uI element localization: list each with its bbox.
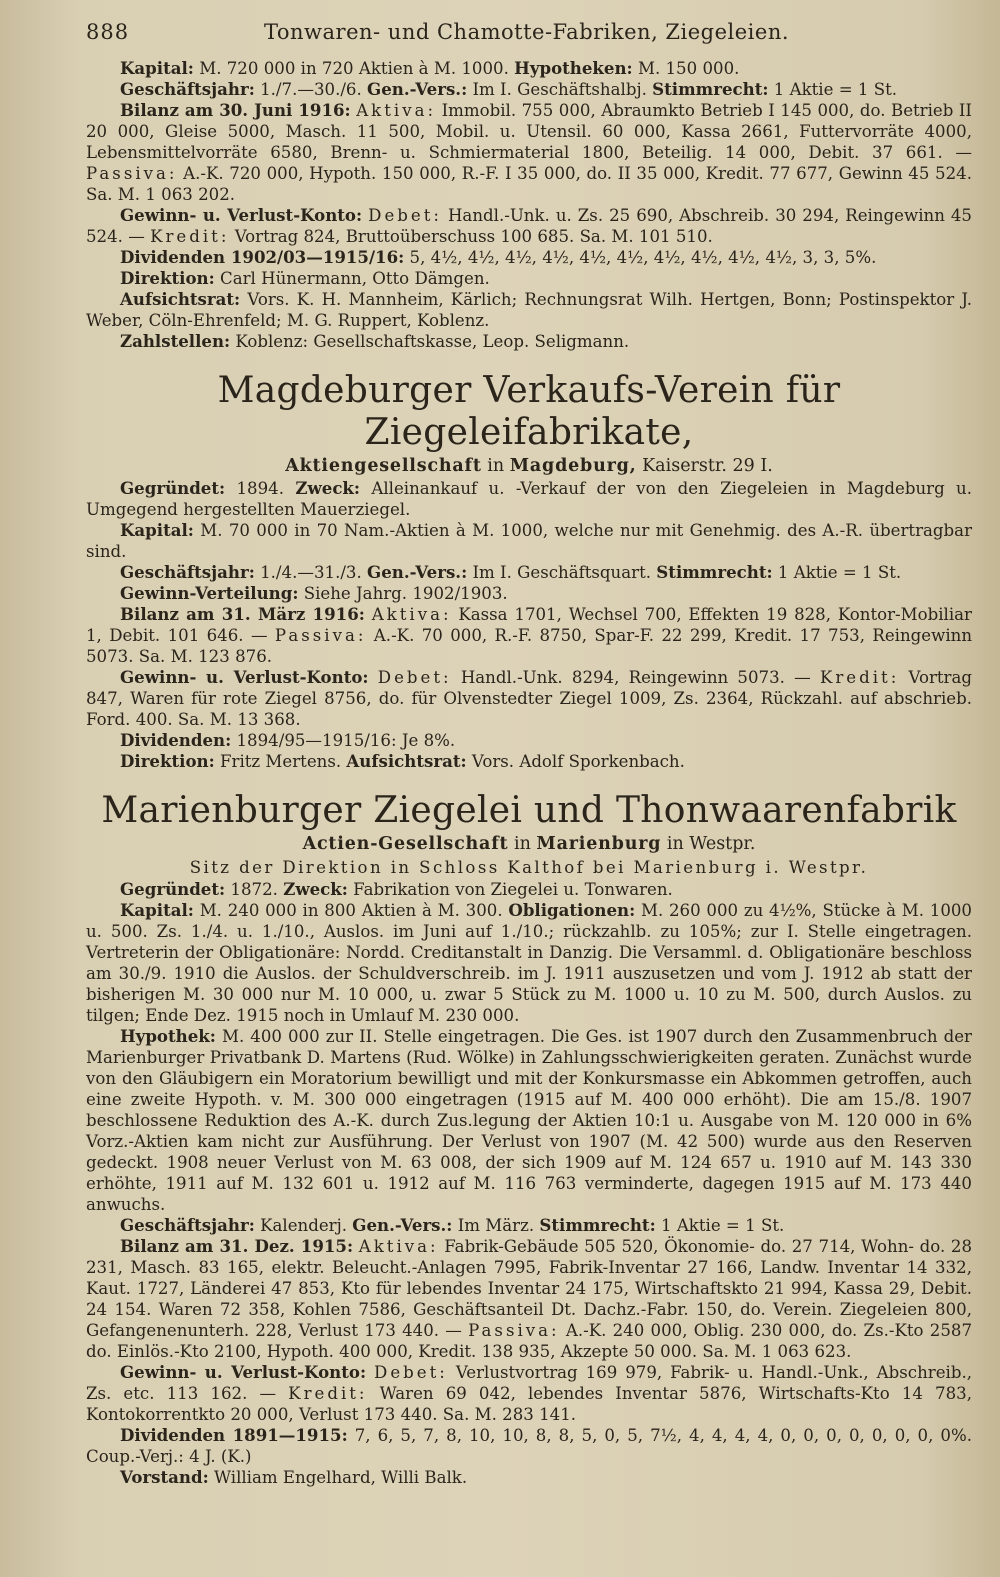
company-subtitle: Actien-Gesellschaft in Marienburg in Westpr. — [302, 834, 756, 854]
dividenden-paragraph: Dividenden 1902/03—1915/16: 5, 4½, 4½, 4½, 4½, 4½, 4½, 4½, 4½, 4½, 4½, 3, 3, 5%. — [120, 247, 877, 267]
direktion-paragraph: Direktion: Fritz Mertens. Aufsichtsrat: Vors. Adolf Sporkenbach. — [120, 751, 685, 771]
geschaeftsjahr-paragraph: Geschäftsjahr: 1./4.—31./3. Gen.-Vers.: Im I. Geschäftsquart. Stimmrecht: 1 Aktie = 1 St. — [120, 562, 902, 582]
geschaeftsjahr-paragraph: Geschäftsjahr: Kalenderj. Gen.-Vers.: Im März. Stimmrecht: 1 Aktie = 1 St. — [120, 1215, 785, 1235]
vorstand-paragraph: Vorstand: William Engelhard, Willi Balk. — [120, 1467, 468, 1487]
bilanz-paragraph: Bilanz am 30. Juni 1916: Aktiva: Immobil. 755 000, Abraumkto Betrieb I 145 000, do. Betrieb II 20 000, Gleise 5000, Masch. 11 500, Mobil. u. Utensil. 60 000, Kassa 2661, Futtervorräte 4000, Lebensmittelvorräte 6580, Brenn- u. Schmiermaterial 1800, Beteilig. 14 000, Debit. 37 661. — Passiva: A.-K. 720 000, Hypoth. 150 000, R.-F. I 35 000, do. II 35 000, Kredit. 77 677, Gewinn 45 524. Sa. M. 1 063 202. — [86, 100, 972, 204]
company-title: Marienburger Ziegelei und Thonwaarenfabrik — [101, 790, 957, 831]
section-magdeburger — [86, 370, 972, 772]
page-number: 888 — [86, 20, 130, 44]
section-marienburger — [86, 790, 972, 1488]
hypothek-paragraph: Hypothek: M. 400 000 zur II. Stelle eingetragen. Die Ges. ist 1907 durch den Zusammenbruch der Marienburger Privatbank D. Martens (Rud. Wölke) in Zahlungsschwierigkeiten geraten. Zunächst wurde von den Gläubigern ein Moratorium bewilligt und mit der Konkursmasse ein Abkommen getroffen, auch eine zweite Hypoth. v. M. 300 000 eingetragen (1915 auf M. 400 000 erhöht). Die am 15./8. 1907 beschlossene Reduktion des A.-K. durch Zus.legung der Aktien 10:1 u. Ausgabe von M. 120 000 in 6% Vorz.-Aktien kam nicht zur Ausführung. Der Verlust von 1907 (M. 42 500) wurde aus den Reserven gedeckt. 1908 neuer Verlust von M. 63 008, der sich 1909 auf M. 124 657 u. 1910 auf M. 143 330 erhöhte, 1911 auf M. 132 601 u. 1912 auf M. 116 763 verminderte, dagegen 1915 auf M. 173 440 anwuchs. — [86, 1026, 972, 1214]
running-title: Tonwaren- und Chamotte-Fabriken, Ziegeleien. — [264, 20, 790, 44]
aufsichtsrat-paragraph: Aufsichtsrat: Vors. K. H. Mannheim, Kärlich; Rechnungsrat Wilh. Hertgen, Bonn; Postinspektor J. Weber, Cöln-Ehrenfeld; M. G. Ruppert, Koblenz. — [86, 289, 972, 330]
company-title: Magdeburger Verkaufs-Verein für Ziegeleifabrikate, — [217, 370, 841, 453]
geschaeftsjahr-paragraph: Geschäftsjahr: 1./7.—30./6. Gen.-Vers.: Im I. Geschäftshalbj. Stimmrecht: 1 Aktie = 1 St. — [120, 79, 898, 99]
bilanz-paragraph: Bilanz am 31. März 1916: Aktiva: Kassa 1701, Wechsel 700, Effekten 19 828, Kontor-Mobiliar 1, Debit. 101 646. — Passiva: A.-K. 70 000, R.-F. 8750, Spar-F. 22 299, Kredit. 17 753, Reingewinn 5073. Sa. M. 123 876. — [86, 604, 972, 666]
gewinn-verteilung-paragraph: Gewinn-Verteilung: Siehe Jahrg. 1902/1903. — [120, 583, 508, 603]
kapital-paragraph: Kapital: M. 240 000 in 800 Aktien à M. 300. Obligationen: M. 260 000 zu 4½%, Stücke à M. 1000 u. 500. Zs. 1./4. u. 1./10., Auslos. im Juni auf 1./10.; rückzahlb. zu 105%; zur I. Stelle eingetragen. Vertreterin der Obligationäre: Nordd. Creditanstalt in Danzig. Die Versamml. d. Obligationäre beschloss am 30./9. 1910 die Auslos. der Schuldverschreib. im J. 1911 auszusetzen und vom J. 1912 ab statt der bisherigen M. 30 000 nur M. 10 000, u. zwar 5 Stück zu M. 1000 u. 10 zu M. 500, durch Auslos. zu tilgen; Ende Dez. 1915 noch in Umlauf M. 230 000. — [86, 900, 972, 1025]
gewinn-verlust-paragraph: Gewinn- u. Verlust-Konto: Debet: Handl.-Unk. 8294, Reingewinn 5073. — Kredit: Vortrag 847, Waren für rote Ziegel 8756, do. für Olvenstedter Ziegel 1009, Zs. 2364, Rückzahl. auf abschrieb. Ford. 400. Sa. M. 13 368. — [86, 667, 973, 729]
dividenden-paragraph: Dividenden 1891—1915: 7, 6, 5, 7, 8, 10, 10, 8, 8, 5, 0, 5, 7½, 4, 4, 4, 4, 0, 0, 0, 0, 0, 0, 0, 0%. Coup.-Verj.: 4 J. (K.) — [86, 1425, 972, 1466]
dividenden-paragraph: Dividenden: 1894/95—1915/16: Je 8%. — [120, 730, 456, 750]
company-seat: Sitz der Direktion in Schloss Kalthof bei Marienburg i. Westpr. — [189, 858, 869, 877]
company-subtitle: Aktiengesellschaft in Magdeburg, Kaiserstr. 29 I. — [285, 456, 773, 476]
direktion-paragraph: Direktion: Carl Hünermann, Otto Dämgen. — [120, 268, 490, 288]
gewinn-verlust-paragraph: Gewinn- u. Verlust-Konto: Debet: Verlustvortrag 169 979, Fabrik- u. Handl.-Unk., Abschreib., Zs. etc. 113 162. — Kredit: Waren 69 042, lebendes Inventar 5876, Wirtschafts-Kto 14 783, Kontokorrentkto 20 000, Verlust 173 440. Sa. M. 283 141. — [86, 1362, 972, 1424]
gewinn-verlust-paragraph: Gewinn- u. Verlust-Konto: Debet: Handl.-Unk. u. Zs. 25 690, Abschreib. 30 294, Reingewinn 45 524. — Kredit: Vortrag 824, Bruttoüberschuss 100 685. Sa. M. 101 510. — [86, 205, 972, 246]
gegruendet-paragraph: Gegründet: 1872. Zweck: Fabrikation von Ziegelei u. Tonwaren. — [120, 879, 673, 899]
kapital-paragraph: Kapital: M. 70 000 in 70 Nam.-Aktien à M. 1000, welche nur mit Genehmig. des A.-R. übertragbar sind. — [86, 520, 972, 561]
section-continuation — [86, 58, 972, 352]
bilanz-paragraph: Bilanz am 31. Dez. 1915: Aktiva: Fabrik-Gebäude 505 520, Ökonomie- do. 27 714, Wohn- do. 28 231, Masch. 83 165, elektr. Beleucht.-Anlagen 7995, Fabrik-Inventar 27 166, Landw. Inventar 14 332, Kaut. 1727, Länderei 47 853, Kto für lebendes Inventar 24 175, Wirtschaftskto 21 994, Kassa 29, Debit. 24 154. Waren 72 358, Kohlen 7586, Geschäftsanteil Dt. Dachz.-Fabr. 150, do. Verein. Ziegeleien 800, Gefangenenunterh. 228, Verlust 173 440. — Passiva: A.-K. 240 000, Oblig. 230 000, do. Zs.-Kto 2587 do. Einlös.-Kto 2100, Hypoth. 400 000, Kredit. 138 935, Akzepte 50 000. Sa. M. 1 063 623. — [86, 1236, 973, 1361]
gegruendet-paragraph: Gegründet: 1894. Zweck: Alleinankauf u. -Verkauf der von den Ziegeleien in Magdeburg u. Umgegend hergestellten Mauerziegel. — [86, 478, 972, 519]
zahlstellen-paragraph: Zahlstellen: Koblenz: Gesellschaftskasse, Leop. Seligmann. — [120, 331, 630, 351]
kapital-paragraph: Kapital: M. 720 000 in 720 Aktien à M. 1000. Hypotheken: M. 150 000. — [120, 58, 740, 78]
page-header — [86, 20, 972, 58]
